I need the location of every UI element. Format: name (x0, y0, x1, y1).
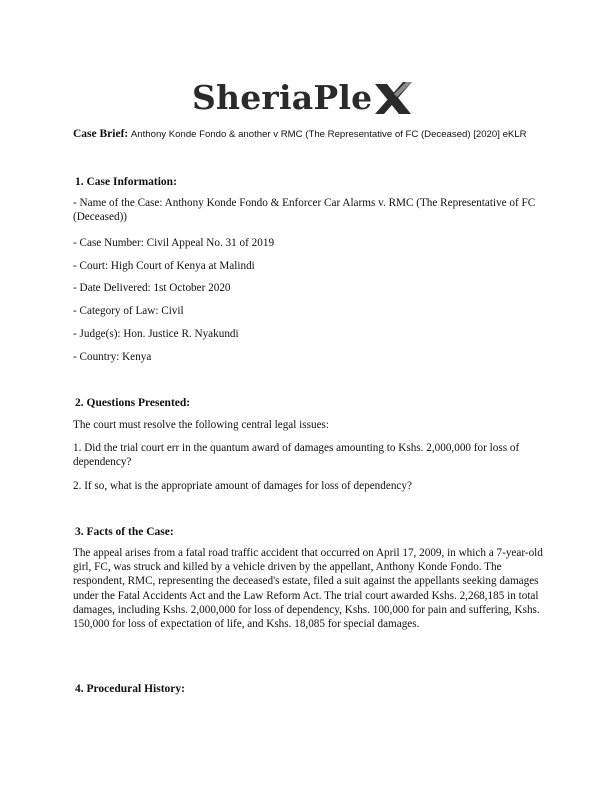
logo-wordmark: SheriaPle (192, 77, 373, 117)
case-info-name: - Name of the Case: Anthony Konde Fondo & Enforcer Car Alarms v. RMC (The Representative of FC (Deceased)) (73, 197, 536, 224)
case-info-category: - Category of Law: Civil (73, 305, 184, 317)
section-heading-case-information: 1. Case Information: (75, 176, 177, 188)
x-mark-icon (373, 78, 413, 118)
questions-intro: The court must resolve the following central legal issues: (73, 419, 330, 431)
facts-body: The appeal arises from a fatal road traffic accident that occurred on April 17, 2009, in which a 7-year-old girl, FC, was struck and killed by a vehicle driven by the appellant, Anthony Konde Fondo. The respondent, RMC, representing the deceased's estate, filed a suit against the appellants seeking damages under the Fatal Accidents Act and the Law Reform Act. The trial court awarded Kshs. 2,268,185 in total damages, including Kshs. 2,000,000 for loss of dependency, Kshs. 100,000 for pain and suffering, Kshs. 150,000 for loss of expectation of life, and Kshs. 18,085 for special damages. (73, 547, 543, 631)
case-brief-title (73, 128, 527, 140)
case-info-country: - Country: Kenya (73, 351, 152, 363)
brief-case-name: Anthony Konde Fondo & another v RMC (The Representative of FC (Deceased) [2020] eKLR (130, 129, 527, 140)
case-info-date: - Date Delivered: 1st October 2020 (73, 282, 231, 294)
brief-label: Case Brief: (73, 128, 129, 140)
section-heading-questions-presented: 2. Questions Presented: (75, 397, 191, 409)
case-info-judges: - Judge(s): Hon. Justice R. Nyakundi (73, 328, 239, 340)
question-1: 1. Did the trial court err in the quantum award of damages amounting to Kshs. 2,000,000 for loss of dependency? (73, 442, 520, 469)
case-info-number: - Case Number: Civil Appeal No. 31 of 2019 (73, 237, 275, 249)
section-heading-facts: 3. Facts of the Case: (75, 526, 174, 538)
section-heading-procedural-history: 4. Procedural History: (75, 683, 185, 695)
question-2: 2. If so, what is the appropriate amount of damages for loss of dependency? (73, 480, 412, 492)
case-info-court: - Court: High Court of Kenya at Malindi (73, 260, 255, 272)
sheriaplex-logo (192, 74, 413, 120)
